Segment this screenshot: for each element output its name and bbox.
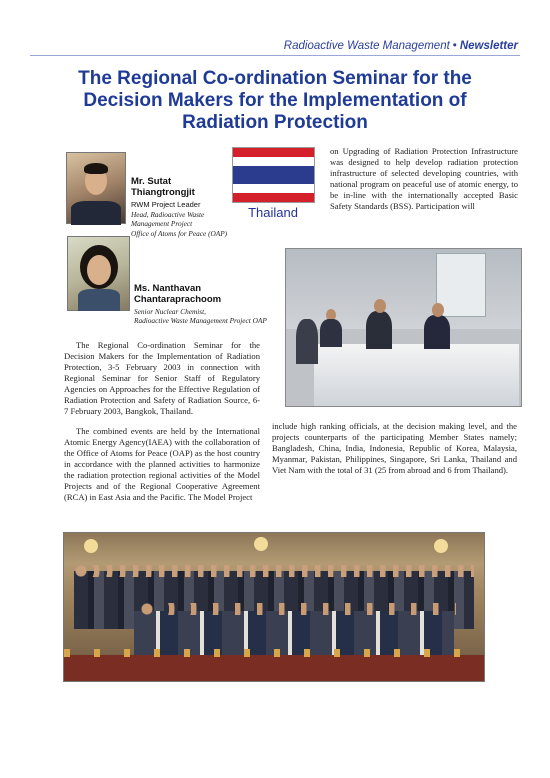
section-title: Radioactive Waste Management — [283, 40, 450, 52]
portrait-photo-2 — [67, 236, 130, 311]
article-title — [40, 68, 510, 134]
right-column-bottom — [272, 421, 517, 485]
header-divider — [30, 55, 520, 56]
person-1-role: RWM Project Leader — [131, 200, 201, 209]
portrait-photo-1 — [66, 152, 126, 224]
thailand-flag — [232, 147, 315, 203]
group-photo — [63, 532, 485, 682]
newsletter-label: Newsletter — [459, 40, 518, 52]
person-2-caption — [134, 283, 284, 326]
meeting-photo — [285, 248, 522, 407]
person-2-name: Ms. Nanthavan Chantaraprachoom — [134, 283, 222, 305]
left-column-p1: The Regional Co-ordination Seminar for the Decision Makers for the Implementation of Radiation Protection, 3-5 February 2003 in connection with Regional Seminar for Senior Staff of Regulatory Agencies on Approaches for the Effective Regulation of Radiation Protection and Safety of Radiation Source, 6-7 February 2003, Bangkok, Thailand. — [64, 340, 260, 416]
right-column-top — [330, 146, 518, 221]
person-1-affil-2: Management Project — [131, 219, 193, 229]
left-column-p2: The combined events are held by the International Atomic Energy Agency(IAEA) with the collaboration of the Office of Atoms for Peace (OAP) as the host country in accordance with the planned activities to harmonize the radiation protection regional activities of the Model Projects and of the Regional Cooperative Agreement (RCA) in East Asia and the Pacific. The Model Project — [64, 426, 260, 502]
title-line-1: The Regional Co-ordination Seminar for the — [78, 68, 472, 89]
person-1-affil-1: Head, Radioactive Waste — [131, 210, 205, 219]
person-2-affil-2: Radioactive Waste Management Project OAP — [134, 316, 267, 326]
person-1-name: Mr. Sutat Thiangtrongjit — [131, 176, 195, 198]
left-column — [64, 340, 260, 512]
right-column-bottom-text: include high ranking officials, at the decision making level, and the projects counterparts of the participating Member States namely; Bangladesh, China, India, Indonesia, Republic of Korea, Malaysia, Myanmar, Pakistan, Philippines, Singapore, Sri Lanka, Thailand and Viet Nam with the total of 31 (25 from abroad and 6 from Thailand). — [272, 421, 517, 475]
person-1-caption — [131, 176, 231, 238]
person-2-affil-1: Senior Nuclear Chemist, — [134, 307, 206, 316]
country-label: Thailand — [248, 205, 298, 220]
right-column-top-text: on Upgrading of Radiation Protection Infrastructure was designed to help develop radiation protection infrastructure of selected developing countries, with national program on peaceful use of atomic energy, to be in-line with the internationally accepted Basic Safety Standards (BSS). Participation will — [330, 146, 518, 211]
person-1-affil-3: Office of Atoms for Peace (OAP) — [131, 228, 228, 238]
header-bar — [284, 40, 518, 52]
header-bullet: • — [452, 40, 457, 52]
title-line-3: Radiation Protection — [182, 112, 368, 133]
title-line-2: Decision Makers for the Implementation of — [83, 90, 467, 111]
